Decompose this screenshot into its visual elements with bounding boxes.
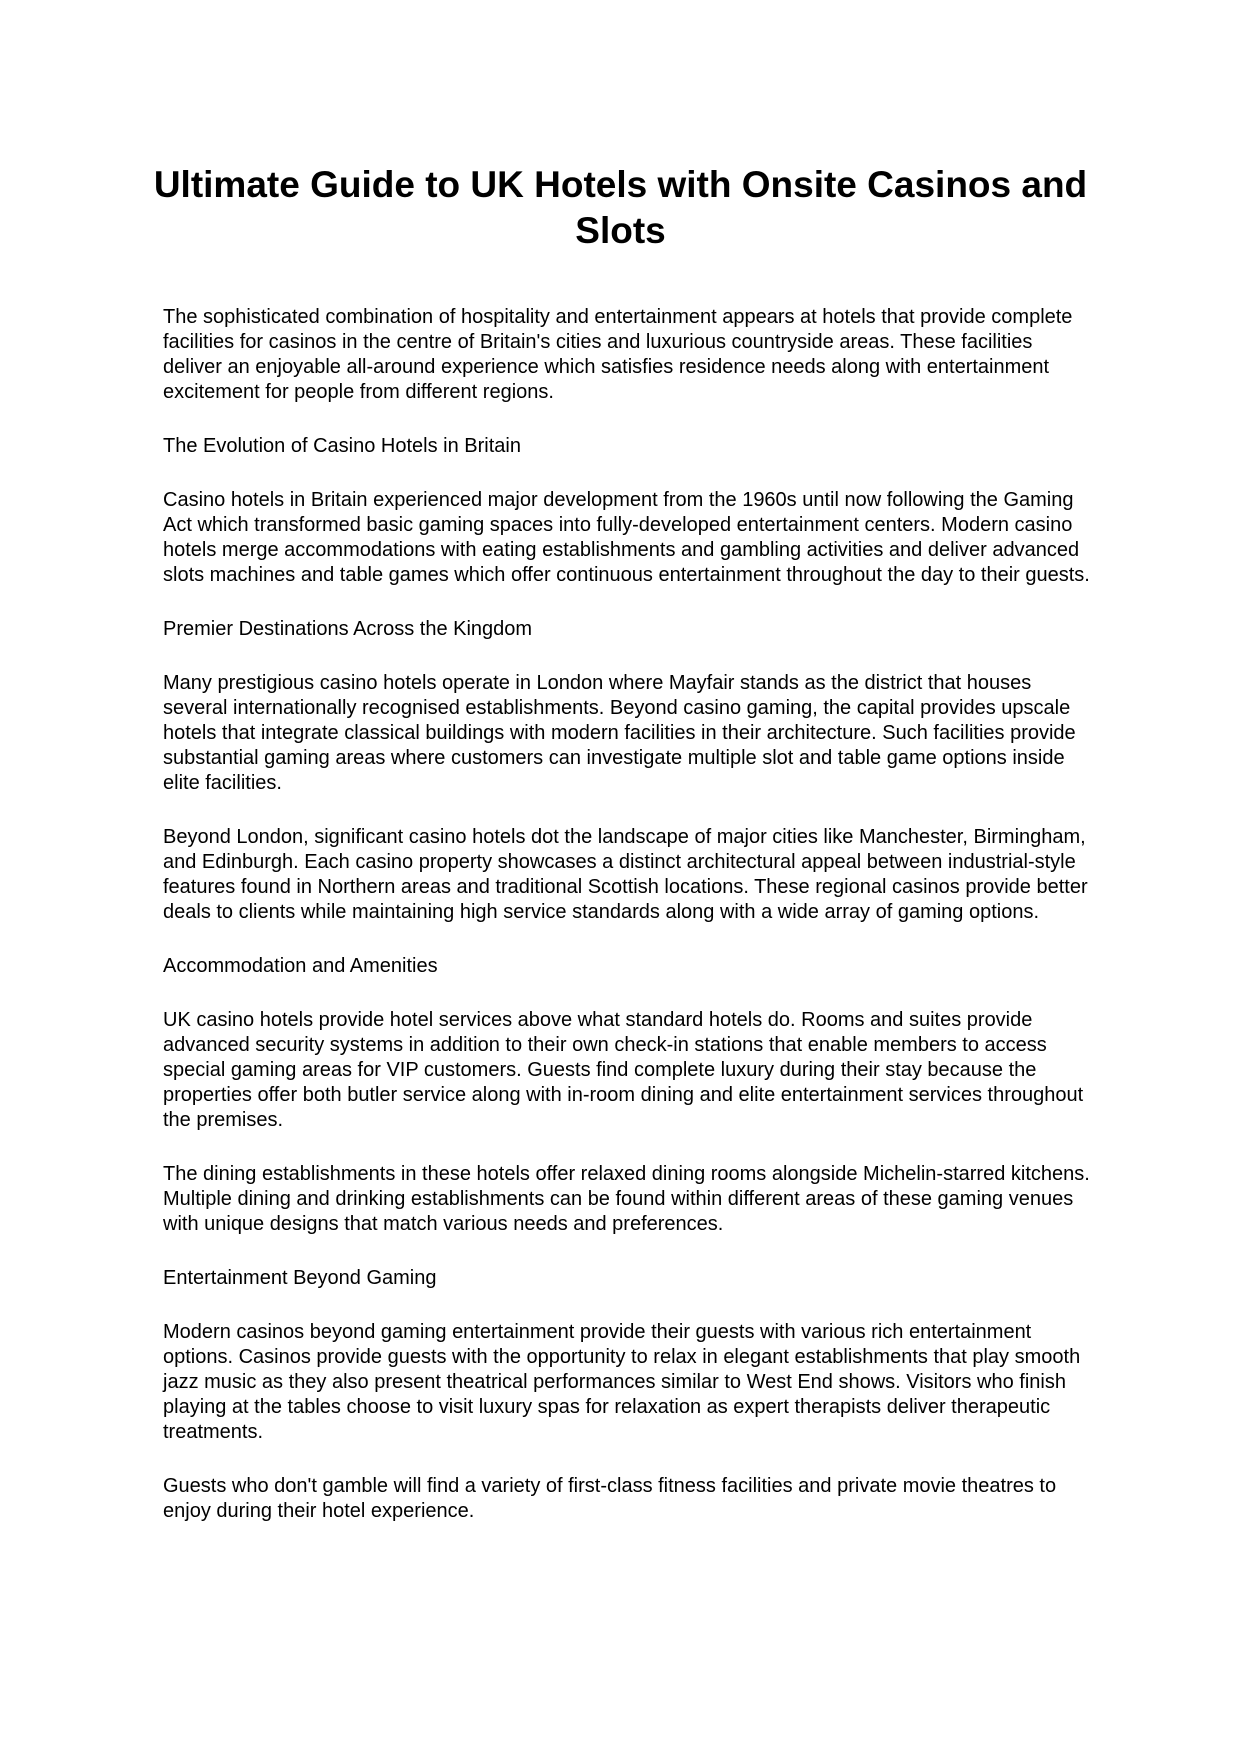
section-heading-destinations: Premier Destinations Across the Kingdom: [163, 618, 533, 640]
non-gamblers-paragraph: Guests who don't gamble will find a variety of first-class fitness facilities and private movie theatres to enjoy during their hotel experience.: [163, 1475, 1057, 1522]
destinations-paragraph-regional: Beyond London, significant casino hotels dot the landscape of major cities like Manchester, Birmingham, and Edinburgh. Each casino property showcases a distinct architectural appeal between industrial-style features found in Northern areas and traditional Scottish locations. These regional casinos provide better deals to clients while maintaining high service standards along with a wide array of gaming options.: [163, 826, 1088, 923]
accommodation-paragraph: UK casino hotels provide hotel services above what standard hotels do. Rooms and suites provide advanced security systems in addition to their own check-in stations that enable members to access special gaming areas for VIP customers. Guests find complete luxury during their stay because the properties offer both butler service along with in-room dining and elite entertainment services throughout the premises.: [163, 1009, 1084, 1131]
section-heading-entertainment: Entertainment Beyond Gaming: [163, 1267, 437, 1289]
document-body: [163, 305, 1093, 1553]
destinations-paragraph-london: Many prestigious casino hotels operate in London where Mayfair stands as the district that houses several internationally recognised establishments. Beyond casino gaming, the capital provides upscale hotels that integrate classical buildings with modern facilities in their architecture. Such facilities provide substantial gaming areas where customers can investigate multiple slot and table game options inside elite facilities.: [163, 672, 1076, 794]
intro-paragraph: The sophisticated combination of hospitality and entertainment appears at hotels that provide complete facilities for casinos in the centre of Britain's cities and luxurious countryside areas. These facilities deliver an enjoyable all-around experience which satisfies residence needs along with entertainment excitement for people from different regions.: [163, 306, 1073, 403]
document-title: Ultimate Guide to UK Hotels with Onsite Casinos and Slots: [153, 164, 1088, 251]
dining-paragraph: The dining establishments in these hotels offer relaxed dining rooms alongside Michelin-starred kitchens. Multiple dining and drinking establishments can be found within different areas of these gaming venues with unique designs that match various needs and preferences.: [163, 1163, 1090, 1235]
entertainment-paragraph: Modern casinos beyond gaming entertainment provide their guests with various rich entertainment options. Casinos provide guests with the opportunity to relax in elegant establishments that play smooth jazz music as they also present theatrical performances similar to West End shows. Visitors who finish playing at the tables choose to visit luxury spas for relaxation as expert therapists deliver therapeutic treatments.: [163, 1321, 1081, 1443]
section-heading-evolution: The Evolution of Casino Hotels in Britain: [163, 435, 521, 457]
evolution-paragraph: Casino hotels in Britain experienced major development from the 1960s until now following the Gaming Act which transformed basic gaming spaces into fully-developed entertainment centers. Modern casino hotels merge accommodations with eating establishments and gambling activities and deliver advanced slots machines and table games which offer continuous entertainment throughout the day to their guests.: [163, 489, 1090, 586]
section-heading-accommodation: Accommodation and Amenities: [163, 955, 438, 977]
